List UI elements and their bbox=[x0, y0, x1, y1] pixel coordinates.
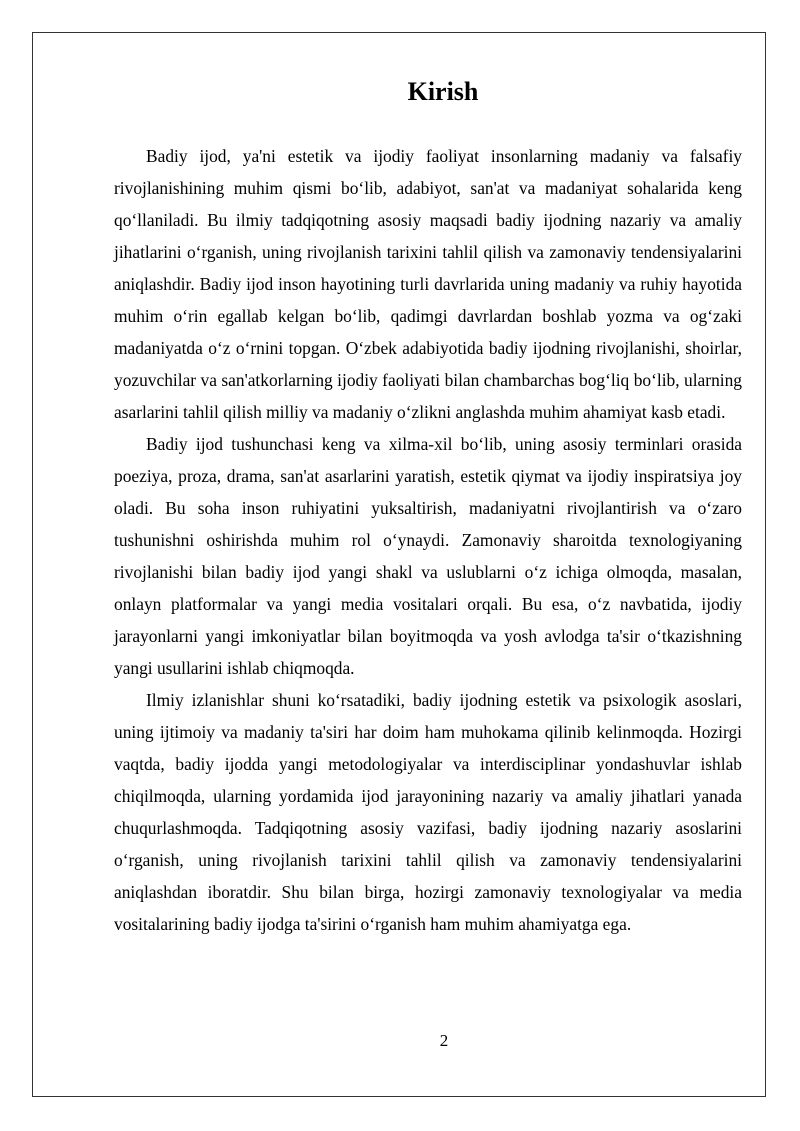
paragraph-1: Badiy ijod, ya'ni estetik va ijodiy faoliyat insonlarning madaniy va falsafiy rivojlanishining muhim qismi bo‘lib, adabiyot, san'at va madaniyat sohalarida keng qo‘llaniladi. Bu ilmiy tadqiqotning asosiy maqsadi badiy ijodning nazariy va amaliy jihatlarini o‘rganish, uning rivojlanish tarixini tahlil qilish va zamonaviy tendensiyalarini aniqlashdir. Badiy ijod inson hayotining turli davrlarida uning madaniy va ruhiy hayotida muhim o‘rin egallab kelgan bo‘lib, qadimgi davrlardan boshlab yozma va og‘zaki madaniyatda o‘z o‘rnini topgan. O‘zbek adabiyotida badiy ijodning rivojlanishi, shoirlar, yozuvchilar va san'atkorlarning ijodiy faoliyati bilan chambarchas bog‘liq bo‘lib, ularning asarlarini tahlil qilish milliy va madaniy o‘zlikni anglashda muhim ahamiyat kasb etadi. bbox=[114, 146, 742, 422]
page-title: Kirish bbox=[407, 77, 479, 106]
paragraph-2: Badiy ijod tushunchasi keng va xilma-xil bo‘lib, uning asosiy terminlari orasida poeziya, proza, drama, san'at asarlarini yaratish, estetik qiymat va ijodiy inspiratsiya joy oladi. Bu soha inson ruhiyatini yuksaltirish, madaniyatni rivojlantirish va o‘zaro tushunishni oshirishda muhim rol o‘ynaydi. Zamonaviy sharoitda texnologiyaning rivojlanishi bilan badiy ijod yangi shakl va uslublarni o‘z ichiga olmoqda, masalan, onlayn platformalar va yangi media vositalari orqali. Bu esa, o‘z navbatida, ijodiy jarayonlarni yangi imkoniyatlar bilan boyitmoqda va yosh avlodga ta'sir o‘tkazishning yangi usullarini ishlab chiqmoqda. bbox=[114, 434, 742, 678]
paragraph-3: Ilmiy izlanishlar shuni ko‘rsatadiki, badiy ijodning estetik va psixologik asoslari, uning ijtimoiy va madaniy ta'siri har doim ham muhokama qilinib kelinmoqda. Hozirgi vaqtda, badiy ijodda yangi metodologiyalar va interdisciplinar yondashuvlar ishlab chiqilmoqda, ularning yordamida ijod jarayonining nazariy va amaliy jihatlari yanada chuqurlashmoqda. Tadqiqotning asosiy vazifasi, badiy ijodning nazariy asoslarini o‘rganish, uning rivojlanish tarixini tahlil qilish va zamonaviy tendensiyalarini aniqlashdan iboratdir. Shu bilan birga, hozirgi zamonaviy texnologiyalar va media vositalarining badiy ijodga ta'sirini o‘rganish ham muhim ahamiyatga ega. bbox=[114, 690, 742, 934]
page-number: 2 bbox=[439, 1031, 449, 1050]
document-body bbox=[114, 140, 742, 940]
